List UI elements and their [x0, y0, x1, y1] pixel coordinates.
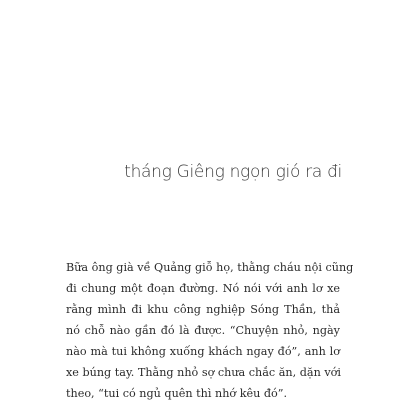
- paragraph-line: nó chỗ nào gần đó là được. “Chuyện nhỏ, ngày: [66, 324, 340, 337]
- body-paragraph: [66, 257, 354, 404]
- paragraph-line: đi chung một đoạn đường. Nó nói với anh lơ xe: [66, 282, 340, 295]
- paragraph-line: nào mà tui không xuống khách ngay đó”, anh lơ: [66, 345, 340, 358]
- paragraph-line: theo, “tui có ngủ quên thì nhớ kêu đó”.: [66, 387, 288, 400]
- paragraph-line: xe búng tay. Thằng nhỏ sợ chưa chắc ăn, dặn với: [66, 366, 341, 379]
- paragraph-line: rằng mình đi khu công nghiệp Sóng Thần, thả: [66, 303, 340, 316]
- chapter-title: tháng Giêng ngọn gió ra đi: [124, 162, 342, 182]
- paragraph-line: Bữa ông già về Quảng giỗ họ, thằng cháu nội cũng: [66, 261, 354, 274]
